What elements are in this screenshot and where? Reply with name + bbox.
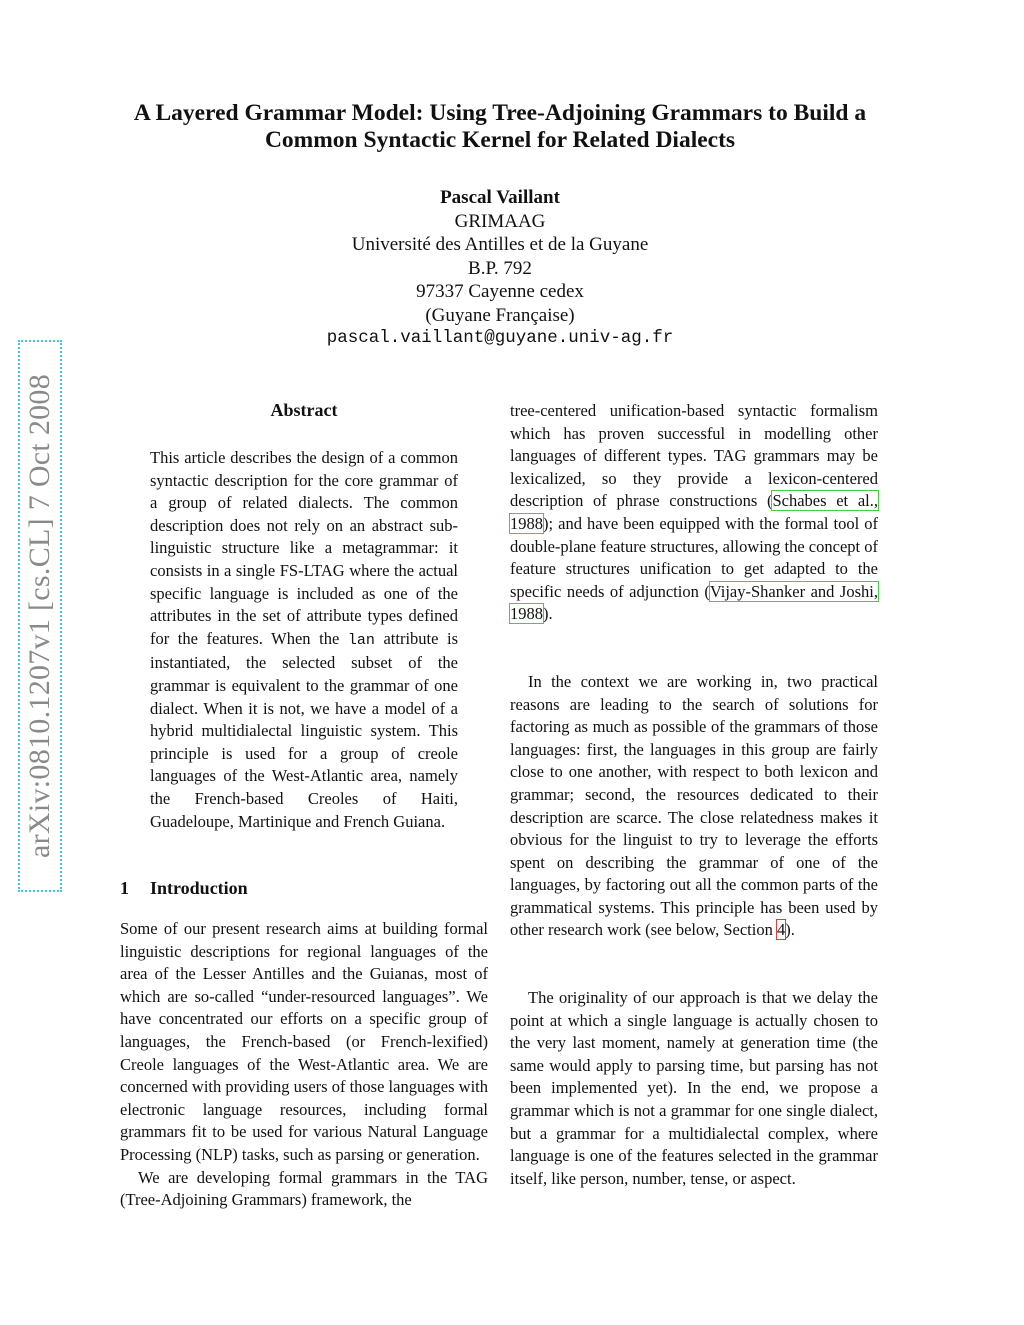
abstract-heading: Abstract bbox=[270, 400, 338, 420]
abstract-code-term: lan bbox=[347, 631, 375, 649]
author-city: 97337 Cayenne cedex bbox=[416, 281, 584, 302]
title-line-2: Common Syntactic Kernel for Related Dialects bbox=[264, 127, 736, 153]
introduction-heading bbox=[120, 878, 490, 899]
citation-link-vijay-shanker[interactable]: Vijay-Shanker and Joshi, 1988 bbox=[510, 581, 878, 624]
author-block bbox=[200, 186, 800, 351]
right-p2-text-a: In the context we are working in, two practical reasons are leading to the search of solutions for factoring as much as possible of the grammars of those languages: first, the languages in this group are fairly close to one another, with respect to both lexicon and grammar; second, the resources dedicated to their description are scarce. The close relatedness makes it obvious for the linguist to try to leverage the efforts spent on describing the grammar of one of the languages, by factoring out all the common parts of the grammatical systems. This principle has been used by other research work (see below, Section bbox=[510, 671, 878, 940]
right-paragraph-1: tree-centered unification-based syntactic formalism which has proven successful in modelling other languages of different types. TAG grammars may be lexicalized, so they provide a lexicon-centered description of phrase constructions (Schabes et al., 1988); and have been equipped with the formal tool of double-plane feature structures, allowing the concept of feature structures unification to get adapted to the specific needs of adjunction (Vijay-Shanker and Joshi, 1988). bbox=[510, 401, 878, 624]
paper-title bbox=[100, 100, 900, 154]
author-university: Université des Antilles et de la Guyane bbox=[351, 234, 649, 255]
arxiv-identifier-text: arXiv:0810.1207v1 [cs.CL] 7 Oct 2008 bbox=[23, 373, 56, 859]
author-region: (Guyane Française) bbox=[425, 304, 575, 326]
author-email[interactable]: pascal.vaillant@guyane.univ-ag.fr bbox=[326, 328, 674, 348]
section-title: Introduction bbox=[150, 878, 248, 898]
arxiv-identifier-stamp[interactable] bbox=[18, 340, 62, 892]
right-p1-text-a: tree-centered unification-based syntactic formalism which has proven successful in modelling other languages of different types. TAG grammars may be lexicalized, so they provide a lexicon-centered description of phrase constructions bbox=[510, 401, 878, 511]
section-ref-link[interactable]: 4 bbox=[776, 920, 786, 940]
introduction-body bbox=[120, 918, 488, 1212]
right-p1-text-c: . bbox=[548, 604, 553, 624]
right-paragraph-3: The originality of our approach is that we delay the point at which a single language is actually chosen to the very last moment, namely at generation time (the same would apply to parsing time, but parsing has not been implemented yet). In the end, we propose a grammar which is not a grammar for one single dialect, but a grammar for a multidialectal complex, where language is one of the features selected in the grammar itself, like person, number, tense, or aspect. bbox=[510, 988, 878, 1188]
author-name: Pascal Vaillant bbox=[440, 187, 560, 208]
title-line-1: A Layered Grammar Model: Using Tree-Adjoining Grammars to Build a bbox=[133, 100, 867, 126]
right-p2-text-b: ). bbox=[785, 920, 795, 940]
section-number: 1 bbox=[120, 878, 129, 898]
right-paragraph-2 bbox=[510, 671, 878, 942]
right-column-body bbox=[510, 400, 878, 1190]
intro-paragraph-2: We are developing formal grammars in the TAG (Tree-Adjoining Grammars) framework, the bbox=[120, 1167, 488, 1210]
abstract-body bbox=[150, 447, 458, 833]
abstract-text-part-2: attribute is instantiated, the selected subset of the grammar is equivalent to the grammar of one dialect. When it is not, we have a model of a hybrid multidialectal linguistic system. This principle is used for a group of creole languages of the West-Atlantic area, namely the French-based Creoles of Haiti, Guadeloupe, Martinique and French Guiana. bbox=[150, 628, 459, 831]
citation-link-schabes[interactable]: Schabes et al., 1988 bbox=[510, 491, 878, 533]
right-p1-text-b: ; and have been equipped with the formal tool of double-plane feature structures, allowing the concept of feature structures unification to get adapted to the specific needs of adjunction bbox=[510, 513, 878, 601]
author-po-box: B.P. 792 bbox=[468, 257, 532, 279]
abstract-text-part-1: This article describes the design of a common syntactic description for the core grammar of a group of related dialects. The common description does not rely on an abstract sub-linguistic structure like a metagrammar: it consists in a single FS-LTAG where the actual specific language is included as one of the attributes in the set of attribute types defined for the features. When the bbox=[150, 448, 458, 648]
author-lab: GRIMAAG bbox=[454, 210, 546, 232]
intro-paragraph-1: Some of our present research aims at building formal linguistic descriptions for regional languages of the area of the Lesser Antilles and the Guianas, most of which are so-called “under-resourced languages”. We have concentrated our efforts on a specific group of languages, the French-based (or French-lexified) Creole languages of the West-Atlantic area. We are concerned with providing users of those languages with electronic language resources, including formal grammars fit to be used for various Natural Language Processing (NLP) tasks, such as parsing or generation. bbox=[120, 919, 488, 1164]
